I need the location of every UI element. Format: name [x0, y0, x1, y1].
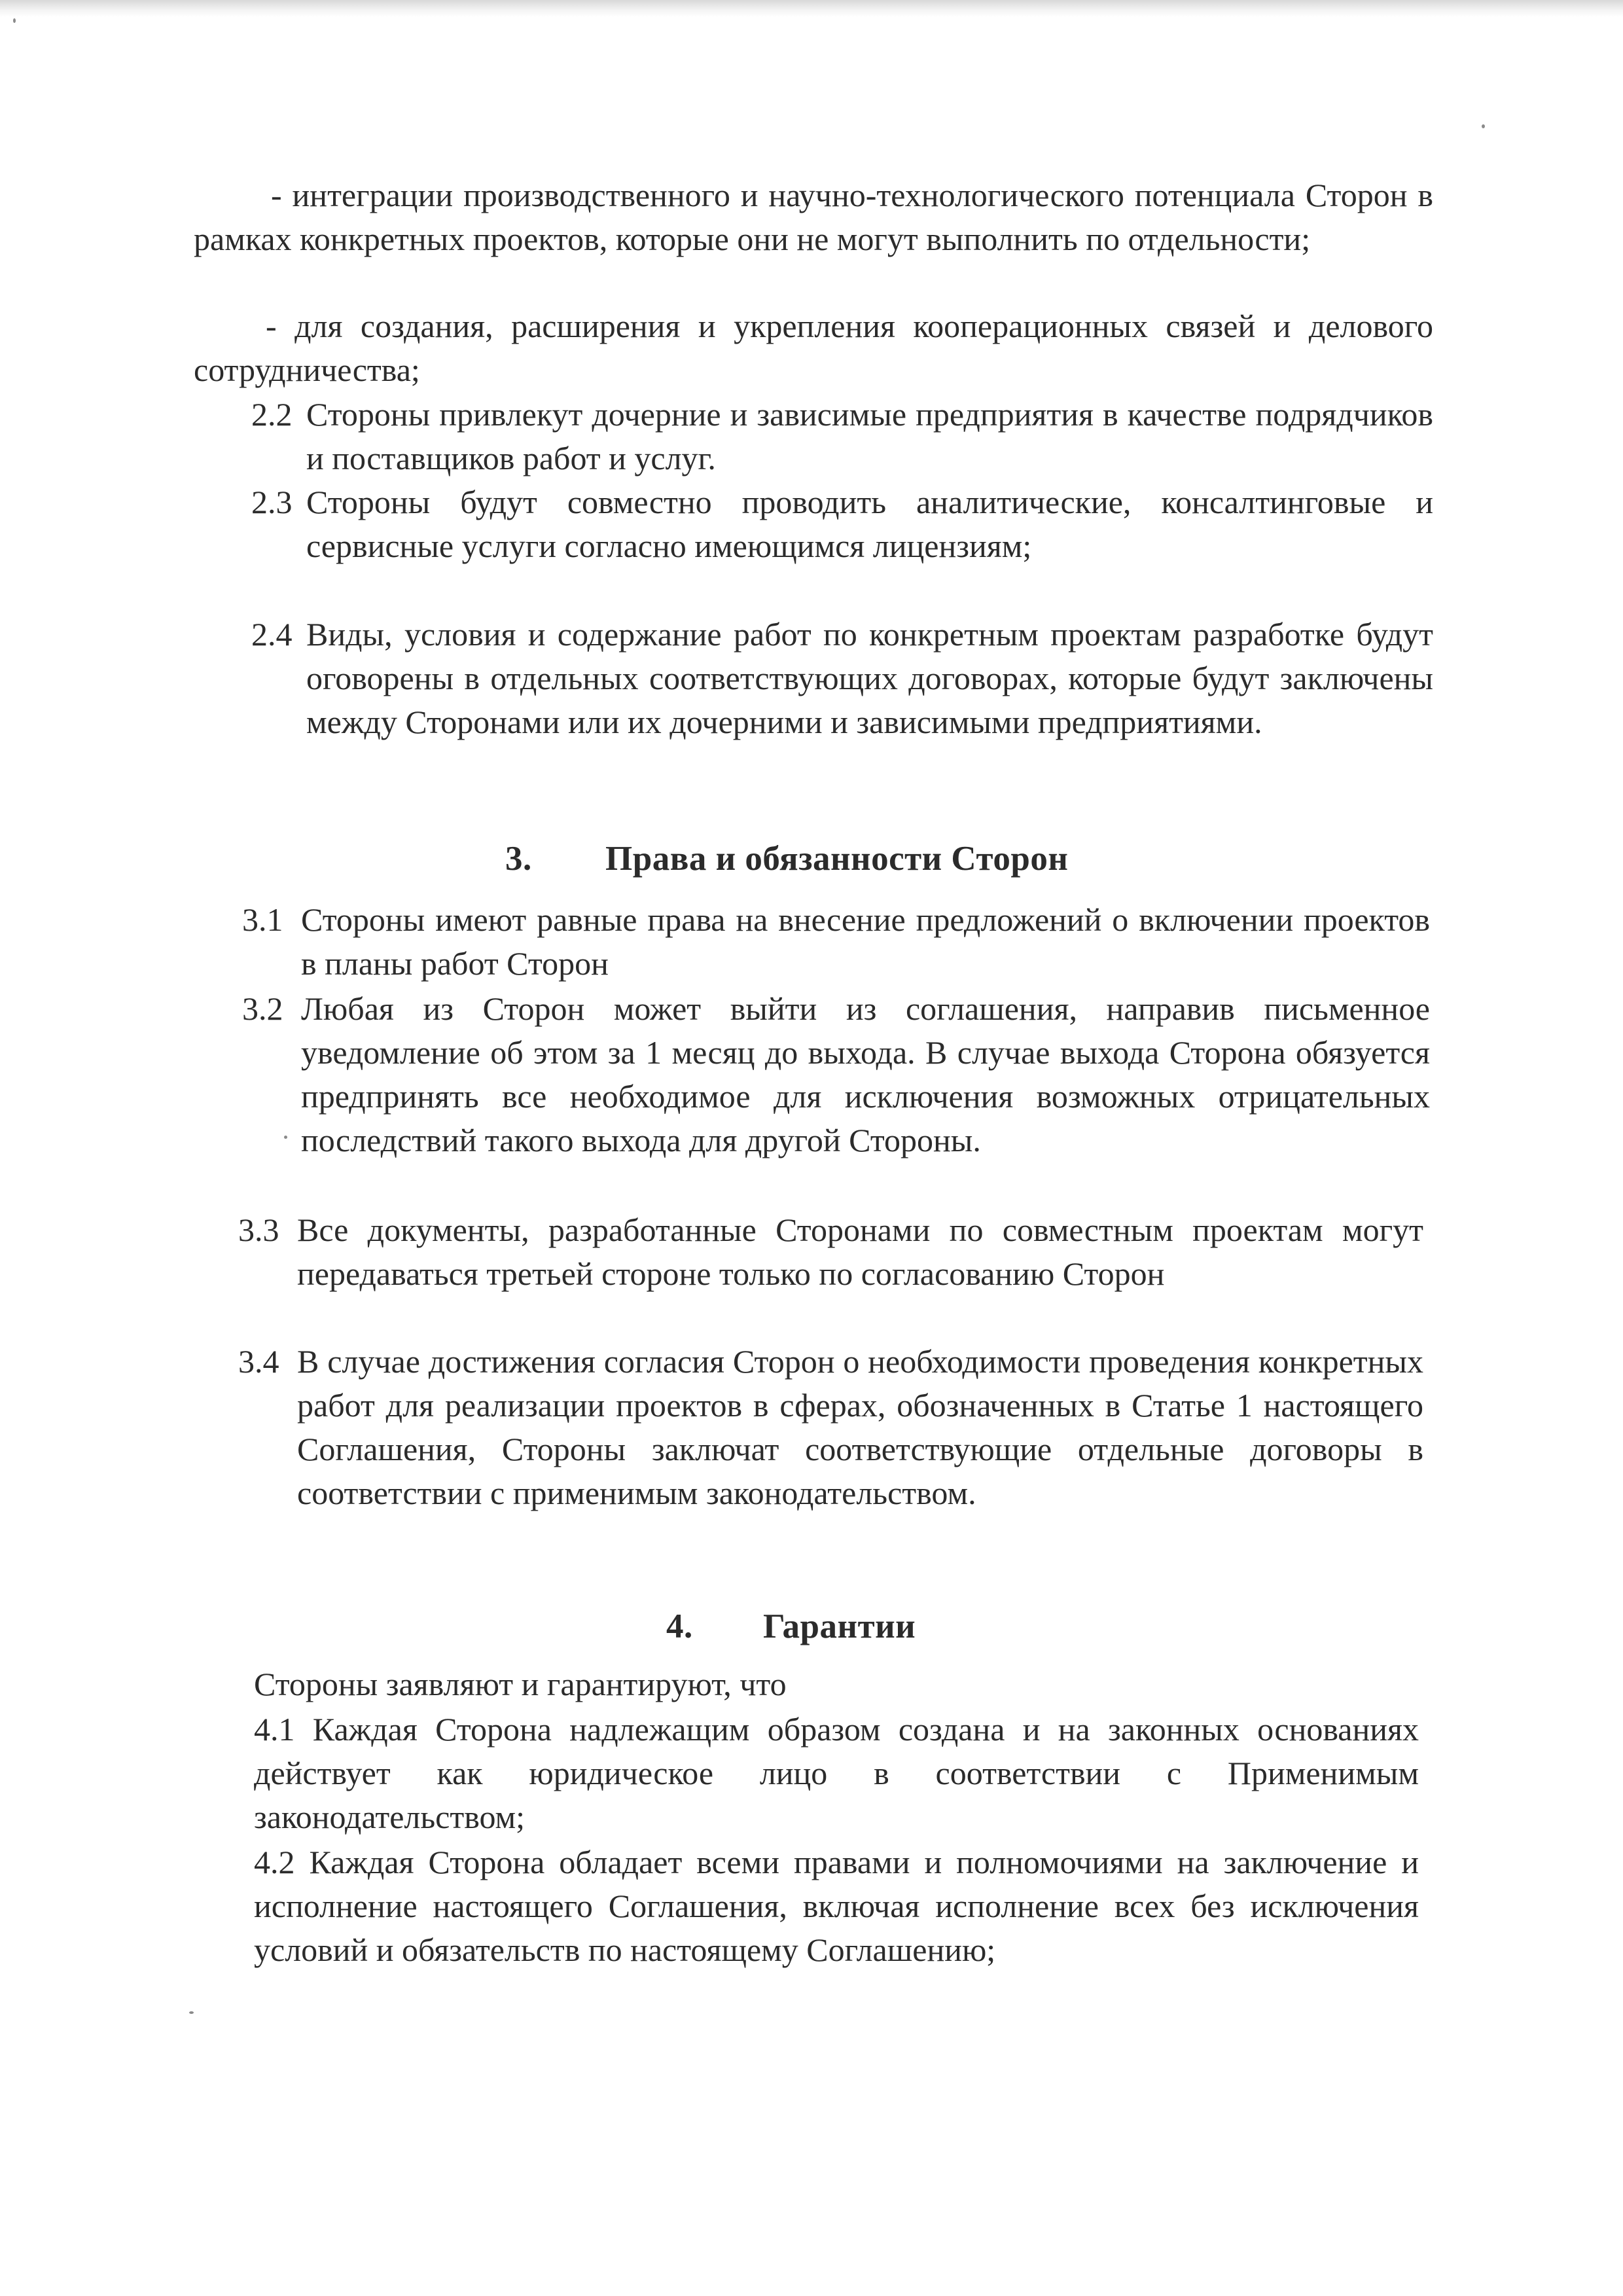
- section-number: 3.: [505, 840, 532, 878]
- bullet-integration: - интеграции производственного и научно-технологического потенциала Сторон в рамках конкретных проектов, которые они не могут выполнить по отдельности;: [194, 177, 1433, 257]
- clause-3-4: [238, 1340, 1423, 1569]
- clause-text: Любая из Сторон может выйти из соглашения, направив письменное уведомление об этом за 1 месяц до выхода. В случае выхода Сторона обязуется предпринять все необходимое для исключения возможных отрицательных последствий такого выхода для другой Стороны.: [301, 990, 1430, 1158]
- scan-speck: [189, 2011, 194, 2014]
- clause-number: 3.4: [238, 1343, 279, 1380]
- clause-4-2: 4.2 Каждая Сторона обладает всеми правами и полномочиями на заключение и исполнение настоящего Соглашения, включая исполнение всех без исключения условий и обязательств по настоящему Соглашению;: [254, 1844, 1419, 1968]
- clause-4-1: 4.1 Каждая Сторона надлежащим образом создана и на законных основаниях действует как юридическое лицо в соответствии с Применимым законодательством;: [254, 1711, 1419, 1835]
- clause-3-2: [242, 987, 1430, 1216]
- scan-speck: [1482, 124, 1485, 128]
- section-title: Гарантии: [763, 1607, 916, 1645]
- clause-text: Стороны имеют равные права на внесение предложений о включении проектов в планы работ Сторон: [301, 901, 1430, 982]
- clause-2-2: [251, 393, 1433, 484]
- clause-2-3: [251, 480, 1433, 618]
- bullet-cooperation: - для создания, расширения и укрепления кооперационных связей и делового сотрудничества;: [194, 308, 1433, 388]
- clause-2-4: [251, 613, 1433, 796]
- clause-text: В случае достижения согласия Сторон о необходимости проведения конкретных работ для реализации проектов в сферах, обозначенных в Статье 1 настоящего Соглашения, Стороны заключат соответствующие отдельные договоры в соответствии с применимым законодательством.: [297, 1343, 1423, 1511]
- clause-3-1: [242, 898, 1430, 990]
- scan-speck: [13, 18, 16, 23]
- scan-edge-shadow: [0, 0, 1623, 17]
- section-title: Права и обязанности Сторон: [605, 840, 1069, 878]
- clause-text: Стороны будут совместно проводить аналитические, консалтинговые и сервисные услуги согласно имеющимся лицензиям;: [306, 484, 1433, 564]
- guarantees-intro: Стороны заявляют и гарантируют, что: [254, 1666, 787, 1702]
- clause-number: 2.2: [251, 396, 293, 433]
- clause-3-3: [238, 1208, 1423, 1346]
- section-4-heading: [666, 1605, 1059, 1651]
- section-3-heading: [505, 837, 1160, 883]
- clause-number: 2.3: [251, 484, 293, 520]
- clause-number: 2.4: [251, 616, 293, 653]
- clause-text: Стороны привлекут дочерние и зависимые предприятия в качестве подрядчиков и поставщиков работ и услуг.: [306, 396, 1433, 476]
- clause-number: 3.2: [242, 990, 283, 1027]
- section-number: 4.: [666, 1607, 693, 1645]
- clause-number: 3.3: [238, 1211, 279, 1248]
- clause-text: Виды, условия и содержание работ по конкретным проектам разработке будут оговорены в отдельных соответствующих договорах, которые будут заключены между Сторонами или их дочерними и зависимыми предприятиями.: [306, 616, 1433, 740]
- clause-text: Все документы, разработанные Сторонами по совместным проектам могут передаваться третьей стороне только по согласованию Сторон: [297, 1211, 1423, 1292]
- clause-number: 3.1: [242, 901, 283, 938]
